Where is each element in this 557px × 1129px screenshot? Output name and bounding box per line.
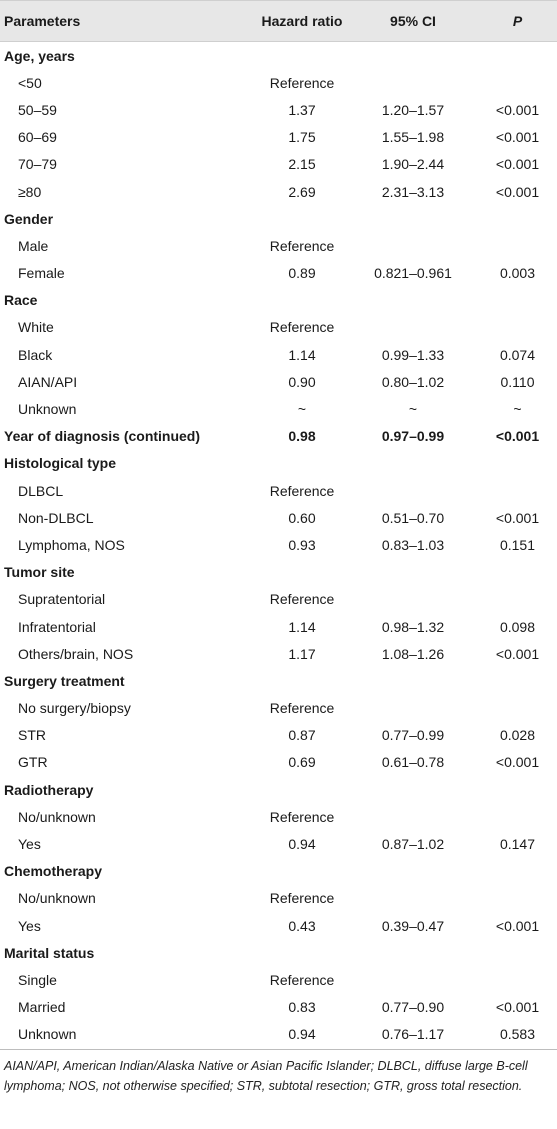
cell-p-value: <0.001 xyxy=(495,645,540,662)
cell-p-value: <0.001 xyxy=(495,999,540,1016)
table-row xyxy=(0,640,557,667)
table-row xyxy=(0,395,557,422)
cell-ci: 1.55–1.98 xyxy=(381,129,445,146)
table-row xyxy=(0,314,557,341)
cell-p-value: 0.110 xyxy=(500,373,535,390)
cell-parameter: Male xyxy=(18,237,49,254)
table-header xyxy=(0,0,557,42)
table-row xyxy=(0,749,557,776)
cell-parameter: No surgery/biopsy xyxy=(18,700,131,717)
cell-p-value: <0.001 xyxy=(495,428,540,445)
table-group-row xyxy=(0,667,557,694)
cell-parameter: White xyxy=(18,319,54,336)
cell-parameter: Yes xyxy=(18,836,41,853)
cell-parameter: 60–69 xyxy=(18,129,57,146)
cell-parameter: Lymphoma, NOS xyxy=(18,536,125,553)
cell-hazard-ratio: Reference xyxy=(269,808,335,825)
table-group-row xyxy=(0,205,557,232)
cell-ci: 0.87–1.02 xyxy=(381,836,445,853)
table-row xyxy=(0,232,557,259)
cell-hazard-ratio: 0.69 xyxy=(288,754,316,771)
cell-hazard-ratio: 0.98 xyxy=(288,428,316,445)
cell-ci: 0.99–1.33 xyxy=(381,346,445,363)
cell-p-value: 0.003 xyxy=(499,265,536,282)
cell-ci: 0.77–0.90 xyxy=(381,999,445,1016)
cell-ci: 0.51–0.70 xyxy=(381,509,445,526)
cell-ci: 2.31–3.13 xyxy=(381,183,445,200)
cell-p-value: <0.001 xyxy=(495,129,540,146)
table-row xyxy=(0,586,557,613)
table-row xyxy=(0,966,557,993)
cell-parameter: Infratentorial xyxy=(18,618,96,635)
cell-parameter: Gender xyxy=(4,210,54,227)
cell-parameter: Female xyxy=(18,265,65,282)
cell-p-value: <0.001 xyxy=(495,183,540,200)
cell-parameter: Radiotherapy xyxy=(4,781,94,798)
cell-parameter: No/unknown xyxy=(18,890,96,907)
table-row xyxy=(0,695,557,722)
cell-hazard-ratio: ~ xyxy=(297,401,307,418)
table-row xyxy=(0,912,557,939)
cell-hazard-ratio: Reference xyxy=(269,890,335,907)
cell-parameter: STR xyxy=(18,727,46,744)
cell-parameter: GTR xyxy=(18,754,48,771)
cell-parameter: Year of diagnosis (continued) xyxy=(4,428,201,445)
cell-hazard-ratio: 0.60 xyxy=(288,509,316,526)
cell-hazard-ratio: 2.69 xyxy=(288,183,316,200)
table-row xyxy=(0,830,557,857)
cell-hazard-ratio: 1.14 xyxy=(288,346,316,363)
cell-hazard-ratio: Reference xyxy=(269,971,335,988)
cell-hazard-ratio: 0.87 xyxy=(288,727,316,744)
cell-hazard-ratio: 0.43 xyxy=(288,917,316,934)
table-row xyxy=(0,260,557,287)
cell-ci: 0.77–0.99 xyxy=(381,727,445,744)
cell-parameter: ≥80 xyxy=(18,183,42,200)
table-row xyxy=(0,504,557,531)
cell-p-value: <0.001 xyxy=(495,509,540,526)
cell-ci: 0.821–0.961 xyxy=(374,265,452,282)
table-row xyxy=(0,178,557,205)
cell-hazard-ratio: 0.94 xyxy=(288,836,316,853)
cell-hazard-ratio: 1.17 xyxy=(288,645,316,662)
cell-parameter: Yes xyxy=(18,917,41,934)
header-hazard-ratio: Hazard ratio xyxy=(261,13,343,29)
cell-parameter: Race xyxy=(4,292,38,309)
cell-p-value: ~ xyxy=(513,401,522,418)
cell-ci: ~ xyxy=(408,401,418,418)
table-row xyxy=(0,477,557,504)
cell-ci: 0.97–0.99 xyxy=(381,428,445,445)
cell-parameter: No/unknown xyxy=(18,808,96,825)
cell-parameter: Supratentorial xyxy=(18,591,106,608)
cell-parameter: <50 xyxy=(18,74,42,91)
cell-parameter: AIAN/API xyxy=(18,373,78,390)
cell-parameter: Histological type xyxy=(4,455,117,472)
cell-parameter: DLBCL xyxy=(18,482,64,499)
cell-hazard-ratio: Reference xyxy=(269,319,335,336)
cell-hazard-ratio: 0.83 xyxy=(288,999,316,1016)
cell-p-value: 0.151 xyxy=(499,536,536,553)
table-row xyxy=(0,531,557,558)
cell-parameter: 50–59 xyxy=(18,101,57,118)
cell-p-value: 0.074 xyxy=(499,346,536,363)
cell-hazard-ratio: 0.93 xyxy=(288,536,316,553)
cell-parameter: Non-DLBCL xyxy=(18,509,94,526)
cell-hazard-ratio: 1.37 xyxy=(288,101,316,118)
cell-hazard-ratio: Reference xyxy=(269,74,335,91)
cell-hazard-ratio: Reference xyxy=(269,700,335,717)
cell-parameter: Single xyxy=(18,971,57,988)
cell-ci: 1.20–1.57 xyxy=(381,101,445,118)
cell-p-value: 0.147 xyxy=(499,836,536,853)
cell-p-value: 0.583 xyxy=(499,1026,536,1043)
cell-ci: 0.61–0.78 xyxy=(381,754,445,771)
cell-hazard-ratio: Reference xyxy=(269,237,335,254)
cell-ci: 0.80–1.02 xyxy=(381,373,445,390)
table-footnote: AIAN/API, American Indian/Alaska Native or Asian Pacific Islander; DLBCL, diffuse large B-cell lymphoma; NOS, not otherwise specified; STR, subtotal resection; GTR, gross total resection. xyxy=(4,1058,528,1093)
table-group-row xyxy=(0,42,557,69)
table-group-row xyxy=(0,776,557,803)
table-group-row xyxy=(0,858,557,885)
header-parameters: Parameters xyxy=(4,13,81,29)
table-row xyxy=(0,151,557,178)
cell-hazard-ratio: 2.15 xyxy=(288,156,316,173)
cell-ci: 1.90–2.44 xyxy=(381,156,445,173)
cell-parameter: Surgery treatment xyxy=(4,672,125,689)
cell-ci: 0.39–0.47 xyxy=(381,917,445,934)
cell-parameter: Others/brain, NOS xyxy=(18,645,134,662)
cell-parameter: Unknown xyxy=(18,1026,77,1043)
table-row xyxy=(0,803,557,830)
table-row xyxy=(0,96,557,123)
table-group-row xyxy=(0,559,557,586)
cell-parameter: Unknown xyxy=(18,401,77,418)
cell-hazard-ratio: Reference xyxy=(269,591,335,608)
cell-p-value: <0.001 xyxy=(495,917,540,934)
cell-p-value: <0.001 xyxy=(495,101,540,118)
cell-p-value: 0.098 xyxy=(499,618,536,635)
cell-parameter: Age, years xyxy=(4,47,75,64)
table-row xyxy=(0,994,557,1021)
table-group-row xyxy=(0,939,557,966)
table-group-row xyxy=(0,423,557,450)
cell-hazard-ratio: 0.90 xyxy=(288,373,316,390)
cell-p-value: <0.001 xyxy=(495,156,540,173)
cell-p-value: <0.001 xyxy=(495,754,540,771)
table-group-row xyxy=(0,450,557,477)
cell-hazard-ratio: 0.89 xyxy=(288,265,316,282)
cell-ci: 0.98–1.32 xyxy=(381,618,445,635)
cell-hazard-ratio: 1.75 xyxy=(288,129,316,146)
header-ci: 95% CI xyxy=(390,13,436,29)
cell-hazard-ratio: 0.94 xyxy=(288,1026,316,1043)
cell-parameter: 70–79 xyxy=(18,156,57,173)
table-row xyxy=(0,885,557,912)
cell-ci: 0.76–1.17 xyxy=(381,1026,445,1043)
table-row xyxy=(0,69,557,96)
cell-parameter: Chemotherapy xyxy=(4,863,103,880)
table-row xyxy=(0,341,557,368)
cell-parameter: Black xyxy=(18,346,53,363)
cell-hazard-ratio: Reference xyxy=(269,482,335,499)
table-group-row xyxy=(0,287,557,314)
cell-ci: 1.08–1.26 xyxy=(381,645,445,662)
cell-ci: 0.83–1.03 xyxy=(381,536,445,553)
header-p: P xyxy=(512,13,523,29)
table-row xyxy=(0,613,557,640)
table-row xyxy=(0,1021,557,1048)
table-row xyxy=(0,124,557,151)
cell-p-value: 0.028 xyxy=(499,727,536,744)
table-body xyxy=(0,42,557,1048)
table-row xyxy=(0,722,557,749)
cell-parameter: Tumor site xyxy=(4,564,75,581)
cell-parameter: Married xyxy=(18,999,66,1016)
table-row xyxy=(0,368,557,395)
cell-parameter: Marital status xyxy=(4,944,95,961)
cell-hazard-ratio: 1.14 xyxy=(288,618,316,635)
